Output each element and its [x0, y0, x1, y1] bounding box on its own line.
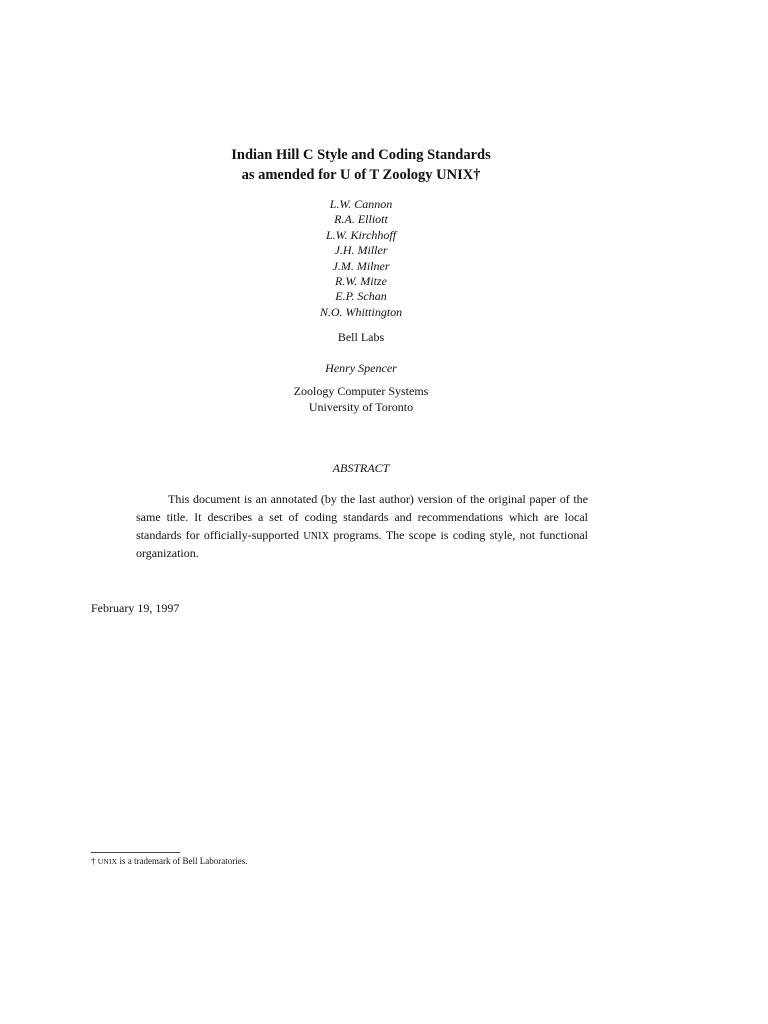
paper-title-line-1: Indian Hill C Style and Coding Standards [231, 147, 491, 163]
affiliation-department: Zoology Computer Systems [293, 384, 429, 398]
abstract-heading: ABSTRACT [332, 461, 390, 475]
unix-smallcaps: UNIX [303, 530, 330, 542]
author-name: J.H. Miller [334, 243, 388, 258]
abstract-text-part-1: This document is an annotated (by the last author) version of the original paper of the same title. It describes a set of coding standards and recommendations which are local standards for officially-supported [136, 492, 588, 542]
affiliation-university: University of Toronto [308, 400, 414, 414]
annotating-author-name: Henry Spencer [325, 361, 397, 375]
abstract-body [136, 491, 588, 563]
author-name: N.O. Whittington [319, 304, 403, 319]
footnote-text: is a trademark of Bell Laboratories. [117, 856, 248, 866]
author-list [0, 197, 722, 320]
footnote-mark: † [91, 856, 98, 866]
footnote-unix-smallcaps: UNIX [97, 857, 118, 866]
author-name: E.P. Schan [335, 289, 387, 304]
author-name: R.A. Elliott [334, 212, 388, 227]
author-name: R.W. Mitze [335, 274, 387, 289]
author-name: J.M. Milner [332, 258, 390, 273]
paper-title-line-2: as amended for U of T Zoology UNIX† [241, 167, 481, 183]
author-name: L.W. Cannon [329, 197, 393, 211]
footnote-divider [91, 852, 180, 853]
document-date: February 19, 1997 [91, 601, 180, 615]
affiliation-bell-labs: Bell Labs [337, 330, 385, 344]
abstract-text-part-2: programs. The scope is coding style, not functional organization. [136, 527, 588, 561]
author-name: L.W. Kirchhoff [325, 227, 397, 242]
footnote [91, 855, 248, 868]
